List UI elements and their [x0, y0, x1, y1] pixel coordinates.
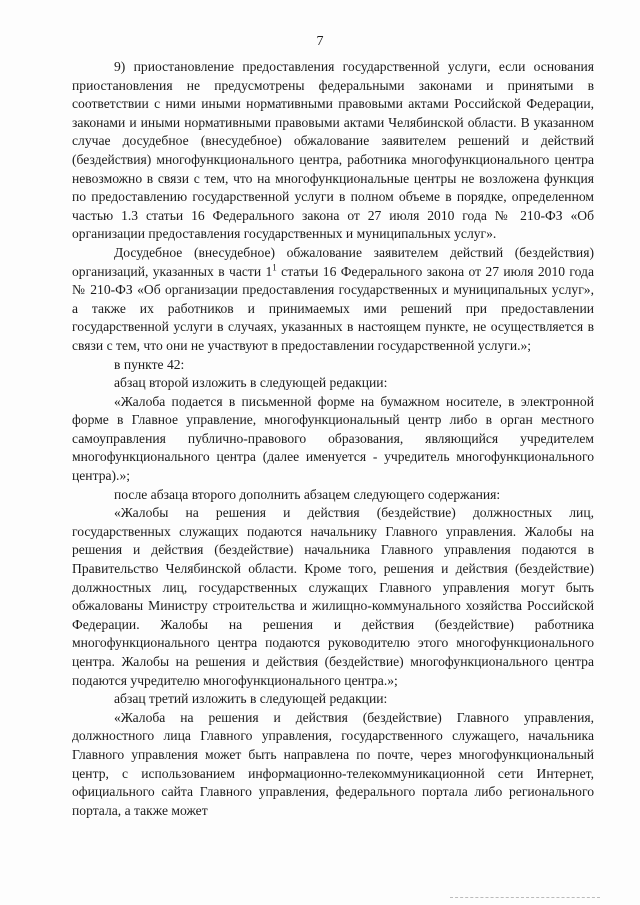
paragraph-text: статьи 16 Федерального закона от 27 июля 2010 года № 210-ФЗ «Об организации предоставления государственных и муниципальных услуг», а также их работников и принимаемых ими решений при предоставлении государственной услуги в случаях, указанных в настоящем пункте, не осуществляется в связи с тем, что они не участвуют в предоставлении государственной услуги.»; [72, 263, 594, 353]
paragraph [72, 244, 594, 356]
paragraph: в пункте 42: [114, 356, 185, 372]
paragraph: «Жалобы на решения и действия (бездействие) должностных лиц, государственных служащих подаются начальнику Главного управления. Жалобы на решения и действия (бездействие) начальника Главного управления подаются в Правительство Челябинской области. Кроме того, решения и действия (бездействие) должностных лиц, государственных служащих Главного управления могут быть обжалованы Министру строительства и жилищно-коммунального хозяйства Российской Федерации. Жалобы на решения и действия (бездействие) работника многофункционального центра подаются руководителю этого многофункционального центра. Жалобы на решения и действия (бездействие) многофункционального центра подаются учредителю многофункционального центра.»; [72, 505, 594, 688]
document-body [72, 58, 594, 820]
paragraph: 9) приостановление предоставления государственной услуги, если основания приостановления не предусмотрены федеральными законами и принятыми в соответствии с ними иными нормативными правовыми актами Российской Федерации, законами и иными нормативными правовыми актами Челябинской области. В указанном случае досудебное (внесудебное) обжалование заявителем решений и действий (бездействия) многофункционального центра, работника многофункционального центра невозможно в связи с тем, что на многофункциональные центры не возложена функция по предоставлению государственной услуги в полном объеме в порядке, определенном частью 1.3 статьи 16 Федерального закона от 27 июля 2010 года № 210-ФЗ «Об организации предоставления государственных и муниципальных услуг». [72, 59, 594, 242]
superscript: 1 [272, 262, 277, 272]
scan-artifact [450, 897, 600, 899]
paragraph: «Жалоба на решения и действия (бездействие) Главного управления, должностного лица Главного управления, государственного служащего, начальника Главного управления может быть направлена по почте, через многофункциональный центр, с использованием информационно-телекоммуникационной сети Интернет, официального сайта Главного управления, федерального портала либо регионального портала, а также может [72, 709, 594, 818]
paragraph-text: Досудебное (внесудебное) обжалование заявителем действий (бездействия) организаций, указанных в части 1 [72, 244, 594, 279]
paragraph: абзац третий изложить в следующей редакции: [114, 691, 388, 707]
paragraph: «Жалоба подается в письменной форме на бумажном носителе, в электронной форме в Главное управление, многофункциональный центр либо в орган местного самоуправления публично-правового образования, являющийся учредителем многофункционального центра (далее именуется - учредитель многофункционального центра).»; [72, 393, 594, 484]
paragraph: абзац второй изложить в следующей редакции: [114, 375, 388, 391]
page-number: 7 [316, 34, 324, 49]
paragraph: после абзаца второго дополнить абзацем следующего содержания: [114, 486, 501, 502]
